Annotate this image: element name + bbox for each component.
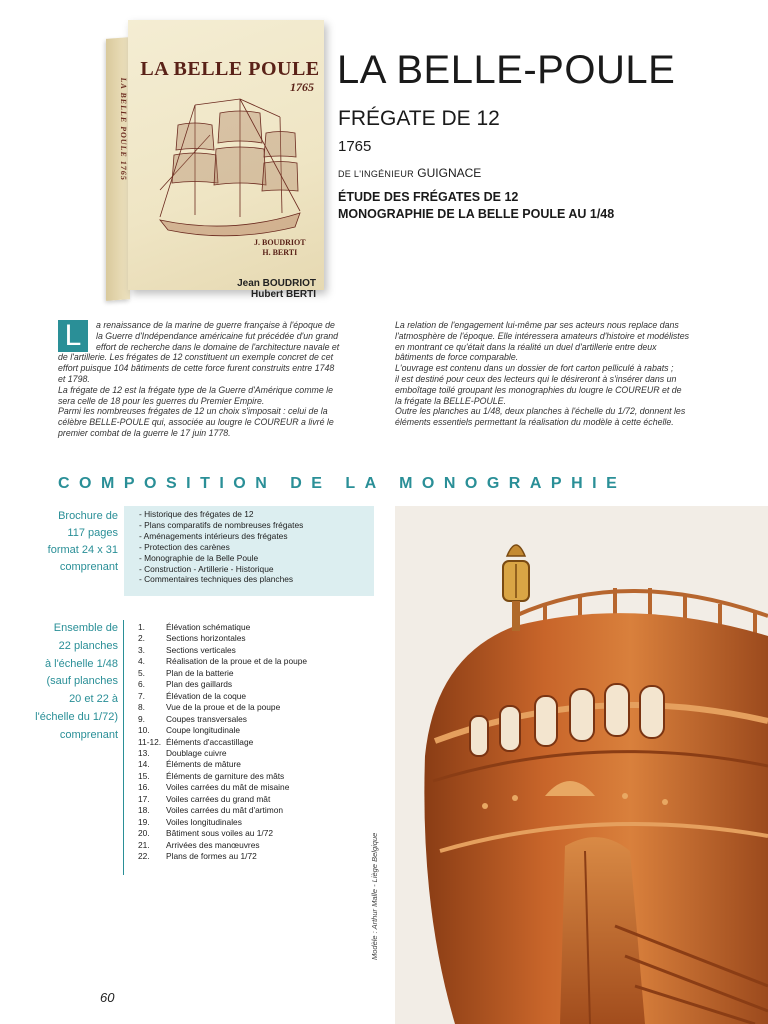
study-lines	[338, 189, 614, 223]
list-item-label: Éléments d'accastillage	[166, 736, 254, 747]
engineer-prefix: DE L'INGÉNIEUR	[338, 169, 414, 179]
planches-label: Ensemble de 22 planches à l'échelle 1/48 (sauf planches 20 et 22 à l'échelle du 1/72) comprenant	[35, 622, 118, 741]
list-item	[138, 771, 307, 782]
list-item-label: Voiles carrées du mât de misaine	[166, 782, 290, 793]
ship-drawing-icon	[150, 95, 310, 245]
list-item-number: 22.	[138, 851, 150, 862]
intro-line: et 1798.	[58, 373, 90, 384]
list-item-label: Arrivées des manœuvres	[166, 839, 260, 850]
list-item-label: Sections horizontales	[166, 633, 246, 644]
engineer-line	[338, 166, 481, 180]
list-item-number: 21.	[138, 839, 150, 850]
list-item	[138, 737, 307, 748]
list-item-label: Coupes transversales	[166, 713, 247, 724]
intro-line: a renaissance de la marine de guerre française à l'époque de	[96, 320, 335, 330]
list-item-number: 5.	[138, 667, 145, 678]
list-item-label: Éléments de garniture des mâts	[166, 770, 285, 781]
intro-line: emboîtage toilé groupant les monographies du lougre le COUREUR et de	[395, 384, 682, 395]
list-item	[138, 817, 307, 828]
list-item-label: Voiles carrées du mât d'artimon	[166, 805, 284, 816]
page-subtitle: FRÉGATE DE 12	[338, 107, 500, 130]
list-item: - Aménagements intérieurs des frégates	[139, 530, 288, 541]
intro-line: effort de recherche dans le domaine de l'architecture navale et	[96, 341, 340, 352]
list-item-number: 8.	[138, 702, 145, 713]
list-item-label: Vue de la proue et de la poupe	[166, 702, 281, 713]
book-front	[128, 20, 324, 290]
list-item-number: 10.	[138, 725, 150, 736]
list-item: - Monographie de la Belle Poule	[139, 552, 259, 563]
list-item	[138, 622, 307, 633]
brochure-contents-box	[124, 506, 374, 596]
list-item-number: 13.	[138, 747, 150, 758]
list-item-label: Voiles carrées du grand mât	[166, 793, 271, 804]
book-spine	[106, 37, 130, 301]
list-item-number: 18.	[138, 805, 150, 816]
planches-list	[138, 622, 307, 863]
list-item	[138, 645, 307, 656]
author-credit	[196, 278, 316, 300]
list-item: - Commentaires techniques des planches	[139, 574, 294, 585]
list-item-number: 2.	[138, 633, 145, 644]
intro-line: célèbre BELLE-POULE qui, associée au lougre le COUREUR a livré le	[58, 417, 334, 428]
intro-line: de l'artillerie. Les frégates de 12 constituent un exemple concret de cet	[58, 352, 334, 363]
intro-line: L'ouvrage est contenu dans un dossier de fort carton pelliculé à rabats ;	[395, 363, 674, 374]
study-line-2: MONOGRAPHIE DE LA BELLE POULE AU 1/48	[338, 207, 615, 221]
spine-title: LA BELLE POULE 1765	[119, 77, 128, 182]
brochure-label: Brochure de 117 pages format 24 x 31 comprenant	[47, 510, 118, 573]
intro-line: Outre les planches au 1/48, deux planches à l'échelle du 1/72, donnent les	[395, 406, 686, 417]
list-item	[138, 725, 307, 736]
photo-credit: Modèle : Arthur Malle - Liège Belgique	[370, 832, 379, 960]
list-item	[138, 782, 307, 793]
list-item	[138, 656, 307, 667]
intro-line: en montrant ce qu'était dans la réalité un duel d'artillerie entre deux	[395, 341, 657, 352]
list-item-number: 3.	[138, 644, 145, 655]
list-item-number: 6.	[138, 679, 145, 690]
intro-line: Parmi les nombreuses frégates de 12 un choix s'imposait : celui de la	[58, 406, 328, 417]
ship-stern-illustration	[395, 506, 768, 1024]
list-item: - Protection des carènes	[139, 541, 230, 552]
year: 1765	[338, 138, 372, 155]
list-item: - Construction - Artillerie - Historique	[139, 563, 274, 574]
list-item	[138, 851, 307, 862]
list-item	[138, 668, 307, 679]
list-item: - Plans comparatifs de nombreuses frégates	[139, 519, 304, 530]
list-item-label: Plan des gaillards	[166, 679, 233, 690]
list-item	[138, 828, 307, 839]
list-item: - Historique des frégates de 12	[139, 509, 254, 519]
engineer-name: GUIGNACE	[417, 166, 482, 180]
list-item	[138, 714, 307, 725]
list-item-label: Coupe longitudinale	[166, 725, 241, 736]
list-item	[138, 794, 307, 805]
list-item-number: 4.	[138, 656, 145, 667]
list-item-number: 11-12.	[138, 736, 162, 747]
drop-cap: L	[58, 320, 88, 352]
list-item	[138, 691, 307, 702]
book-cover-image	[100, 20, 330, 305]
intro-left-column	[58, 320, 374, 439]
intro-line: l'atmosphère de l'époque. Elle intéressera amateurs d'histoire et modélistes	[395, 330, 690, 341]
intro-line: la frégate la BELLE-POULE.	[395, 395, 506, 406]
list-item-label: Plan de la batterie	[166, 667, 234, 678]
planches-divider	[123, 620, 124, 875]
list-item-label: Sections verticales	[166, 644, 236, 655]
intro-line: effort puisque 104 bâtiments de cette force furent construits entre 1748	[58, 363, 335, 374]
intro-line: La frégate de 12 est la frégate type de la Guerre d'Amérique comme le	[58, 384, 334, 395]
intro-right-column	[395, 320, 715, 428]
list-item-number: 14.	[138, 759, 150, 770]
intro-line: il est destiné pour ceux des lecteurs qui le désireront à s'insérer dans un	[395, 373, 677, 384]
list-item-label: Plans de formes au 1/72	[166, 851, 257, 862]
intro-line: la Guerre d'Indépendance américaine fut précédée d'un grand	[96, 330, 339, 341]
list-item-number: 20.	[138, 828, 150, 839]
list-item-number: 9.	[138, 713, 145, 724]
author-1: Jean BOUDRIOT	[237, 278, 316, 289]
intro-line: bâtiments de force comparable.	[395, 352, 519, 363]
page-number: 60	[100, 990, 115, 1005]
ship-model-photo	[395, 506, 768, 1024]
intro-line: premier combat de la guerre le 17 juin 1778.	[58, 427, 231, 438]
author-2: Hubert BERTI	[251, 289, 316, 300]
list-item	[138, 805, 307, 816]
cover-authors: J. BOUDRIOT H. BERTI	[254, 238, 306, 257]
list-item	[138, 748, 307, 759]
intro-line: éléments essentiels permettant la réalisation du modèle à cette échelle.	[395, 417, 674, 428]
intro-line: sera celle de 18 pour les guerres du Premier Empire.	[58, 395, 265, 406]
study-line-1: ÉTUDE DES FRÉGATES DE 12	[338, 190, 519, 204]
list-item-number: 16.	[138, 782, 150, 793]
list-item-label: Doublage cuivre	[166, 747, 227, 758]
list-item-label: Réalisation de la proue et de la poupe	[166, 656, 308, 667]
cover-year: 1765	[290, 80, 314, 94]
list-item-label: Voiles longitudinales	[166, 816, 242, 827]
list-item-label: Élévation de la coque	[166, 690, 247, 701]
list-item-number: 19.	[138, 816, 150, 827]
list-item-label: Bâtiment sous voiles au 1/72	[166, 828, 274, 839]
page-title: LA BELLE-POULE	[337, 48, 676, 92]
list-item-label: Éléments de mâture	[166, 759, 241, 770]
list-item	[138, 702, 307, 713]
list-item-label: Élévation schématique	[166, 622, 251, 632]
intro-line: La relation de l'engagement lui-même par ses acteurs nous replace dans	[395, 320, 679, 330]
list-item	[138, 840, 307, 851]
list-item	[138, 679, 307, 690]
cover-title: LA BELLE POULE	[140, 58, 320, 80]
list-item	[138, 759, 307, 770]
section-heading: COMPOSITION DE LA MONOGRAPHIE	[58, 475, 627, 492]
list-item-number: 17.	[138, 793, 150, 804]
list-item	[138, 633, 307, 644]
list-item-number: 1.	[138, 622, 145, 632]
list-item-number: 15.	[138, 770, 150, 781]
list-item-number: 7.	[138, 690, 145, 701]
